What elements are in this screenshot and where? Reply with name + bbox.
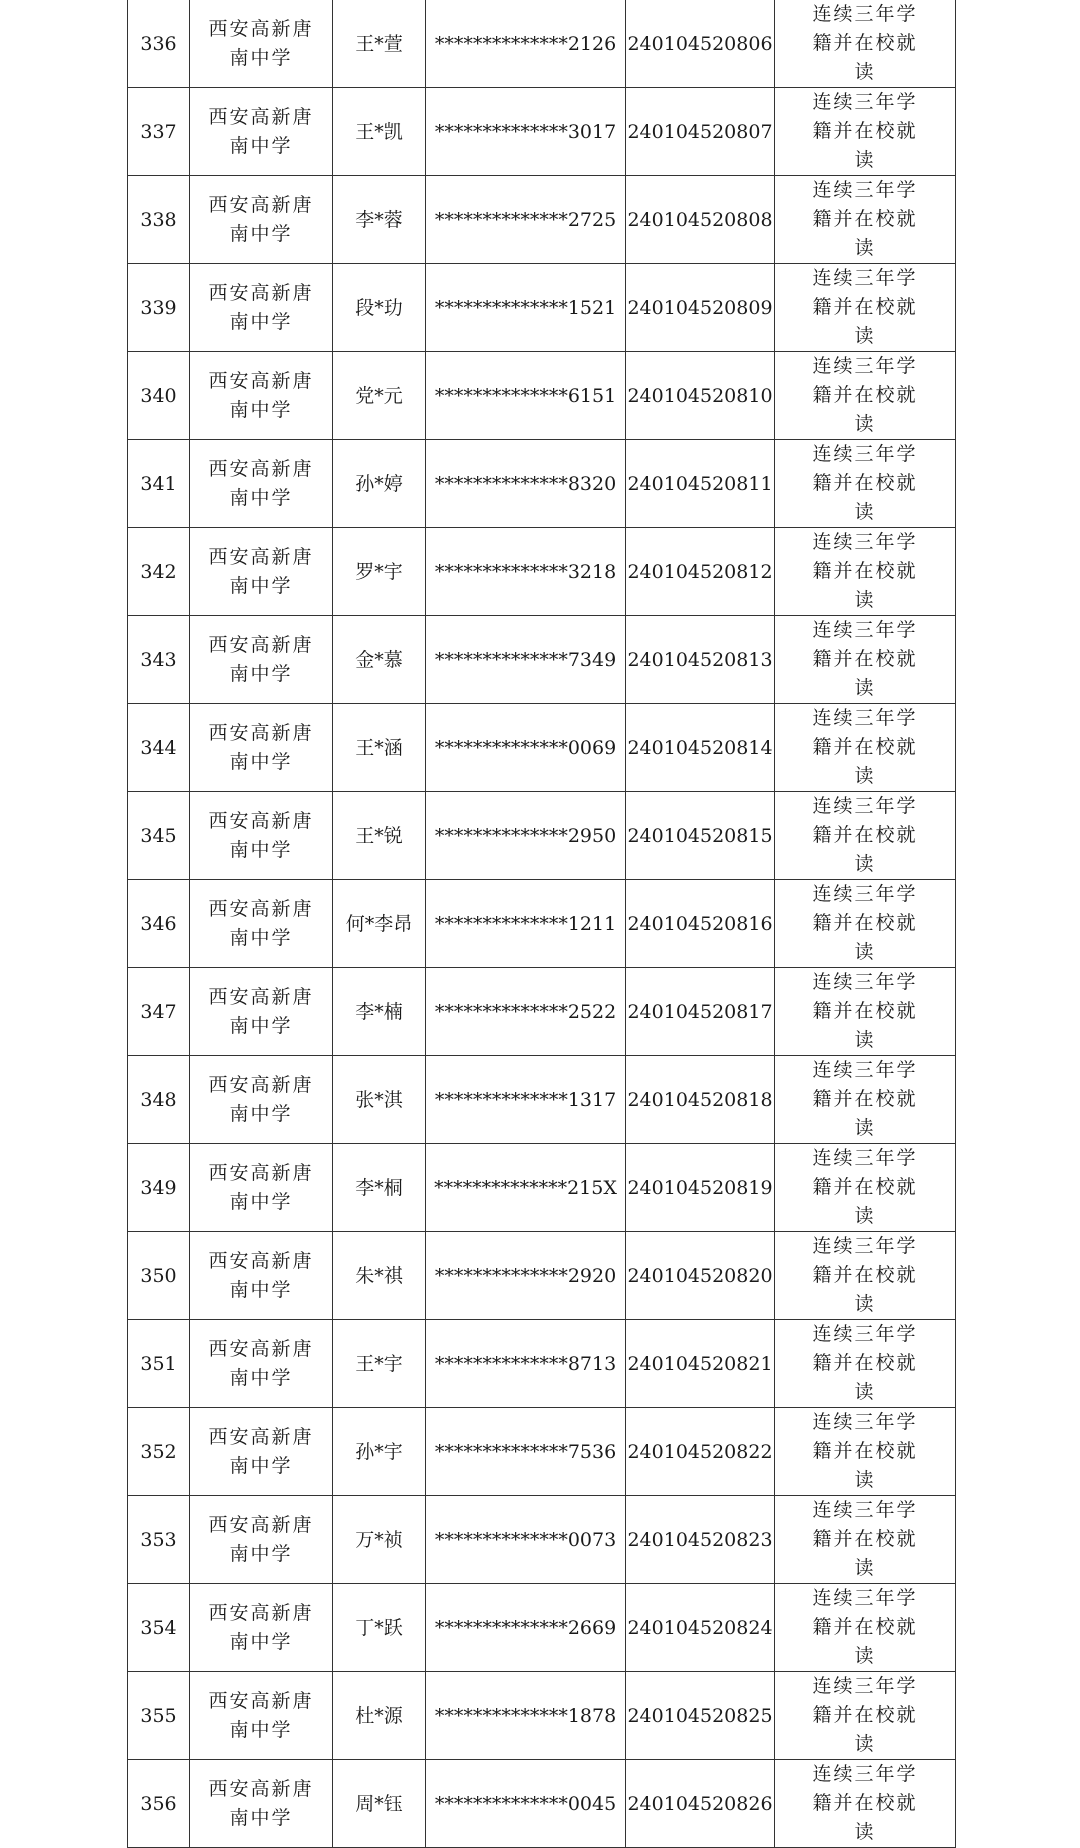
enrollment-status: 连续三年学籍并在校就读 bbox=[812, 1675, 918, 1755]
enrollment-status-cell bbox=[775, 616, 956, 704]
row-number-cell: 343 bbox=[128, 616, 190, 704]
student-name-cell: 王*涵 bbox=[333, 704, 426, 792]
student-name-cell: 王*宇 bbox=[333, 1320, 426, 1408]
school-name-cell bbox=[190, 616, 333, 704]
student-name-cell: 丁*跃 bbox=[333, 1584, 426, 1672]
school-name: 西安高新唐南中学 bbox=[208, 897, 314, 949]
masked-id-number-cell: **************8713 bbox=[426, 1320, 626, 1408]
row-number-cell: 347 bbox=[128, 968, 190, 1056]
school-name-cell bbox=[190, 1496, 333, 1584]
enrollment-status: 连续三年学籍并在校就读 bbox=[812, 443, 918, 523]
enrollment-status-cell bbox=[775, 792, 956, 880]
registration-number-cell: 240104520806 bbox=[626, 0, 775, 88]
school-name: 西安高新唐南中学 bbox=[208, 1161, 314, 1213]
masked-id-number-cell: **************2725 bbox=[426, 176, 626, 264]
registration-number-cell: 240104520821 bbox=[626, 1320, 775, 1408]
table-row bbox=[128, 1760, 956, 1848]
enrollment-status: 连续三年学籍并在校就读 bbox=[812, 1411, 918, 1491]
school-name: 西安高新唐南中学 bbox=[208, 633, 314, 685]
school-name-cell bbox=[190, 1672, 333, 1760]
registration-number-cell: 240104520812 bbox=[626, 528, 775, 616]
masked-id-number-cell: **************3017 bbox=[426, 88, 626, 176]
school-name: 西安高新唐南中学 bbox=[208, 721, 314, 773]
enrollment-status-cell bbox=[775, 1232, 956, 1320]
student-name-cell: 王*萱 bbox=[333, 0, 426, 88]
student-name-cell: 孙*宇 bbox=[333, 1408, 426, 1496]
school-name: 西安高新唐南中学 bbox=[208, 369, 314, 421]
enrollment-status-cell bbox=[775, 1760, 956, 1848]
roster-body bbox=[128, 0, 956, 1848]
school-name-cell bbox=[190, 528, 333, 616]
row-number-cell: 351 bbox=[128, 1320, 190, 1408]
school-name-cell bbox=[190, 792, 333, 880]
student-name-cell: 段*玏 bbox=[333, 264, 426, 352]
enrollment-status-cell bbox=[775, 1672, 956, 1760]
table-row bbox=[128, 1056, 956, 1144]
table-row bbox=[128, 528, 956, 616]
row-number-cell: 349 bbox=[128, 1144, 190, 1232]
school-name-cell bbox=[190, 1408, 333, 1496]
table-row bbox=[128, 704, 956, 792]
school-name-cell bbox=[190, 704, 333, 792]
school-name: 西安高新唐南中学 bbox=[208, 1337, 314, 1389]
enrollment-status: 连续三年学籍并在校就读 bbox=[812, 795, 918, 875]
enrollment-status: 连续三年学籍并在校就读 bbox=[812, 971, 918, 1051]
row-number-cell: 355 bbox=[128, 1672, 190, 1760]
enrollment-status-cell bbox=[775, 352, 956, 440]
school-name: 西安高新唐南中学 bbox=[208, 809, 314, 861]
enrollment-status-cell bbox=[775, 440, 956, 528]
masked-id-number-cell: **************1317 bbox=[426, 1056, 626, 1144]
masked-id-number-cell: **************3218 bbox=[426, 528, 626, 616]
enrollment-status: 连续三年学籍并在校就读 bbox=[812, 883, 918, 963]
row-number-cell: 356 bbox=[128, 1760, 190, 1848]
school-name: 西安高新唐南中学 bbox=[208, 1601, 314, 1653]
enrollment-status-cell bbox=[775, 1496, 956, 1584]
enrollment-status: 连续三年学籍并在校就读 bbox=[812, 1235, 918, 1315]
registration-number-cell: 240104520817 bbox=[626, 968, 775, 1056]
student-name-cell: 李*楠 bbox=[333, 968, 426, 1056]
registration-number-cell: 240104520816 bbox=[626, 880, 775, 968]
student-name-cell: 周*钰 bbox=[333, 1760, 426, 1848]
student-name-cell: 何*李昂 bbox=[333, 880, 426, 968]
school-name-cell bbox=[190, 880, 333, 968]
masked-id-number-cell: **************7349 bbox=[426, 616, 626, 704]
masked-id-number-cell: **************2126 bbox=[426, 0, 626, 88]
registration-number-cell: 240104520809 bbox=[626, 264, 775, 352]
registration-number-cell: 240104520823 bbox=[626, 1496, 775, 1584]
row-number-cell: 336 bbox=[128, 0, 190, 88]
school-name: 西安高新唐南中学 bbox=[208, 985, 314, 1037]
table-row bbox=[128, 616, 956, 704]
enrollment-status-cell bbox=[775, 264, 956, 352]
table-row bbox=[128, 880, 956, 968]
school-name: 西安高新唐南中学 bbox=[208, 105, 314, 157]
masked-id-number-cell: **************0073 bbox=[426, 1496, 626, 1584]
registration-number-cell: 240104520822 bbox=[626, 1408, 775, 1496]
registration-number-cell: 240104520825 bbox=[626, 1672, 775, 1760]
table-row bbox=[128, 1584, 956, 1672]
school-name: 西安高新唐南中学 bbox=[208, 1689, 314, 1741]
school-name: 西安高新唐南中学 bbox=[208, 1777, 314, 1829]
row-number-cell: 342 bbox=[128, 528, 190, 616]
school-name: 西安高新唐南中学 bbox=[208, 193, 314, 245]
school-name: 西安高新唐南中学 bbox=[208, 1513, 314, 1565]
row-number-cell: 354 bbox=[128, 1584, 190, 1672]
enrollment-status-cell bbox=[775, 88, 956, 176]
enrollment-status: 连续三年学籍并在校就读 bbox=[812, 91, 918, 171]
row-number-cell: 353 bbox=[128, 1496, 190, 1584]
table-row bbox=[128, 792, 956, 880]
table-row bbox=[128, 1232, 956, 1320]
enrollment-status: 连续三年学籍并在校就读 bbox=[812, 531, 918, 611]
school-name: 西安高新唐南中学 bbox=[208, 545, 314, 597]
enrollment-status-cell bbox=[775, 0, 956, 88]
masked-id-number-cell: **************0045 bbox=[426, 1760, 626, 1848]
school-name-cell bbox=[190, 88, 333, 176]
student-name-cell: 李*桐 bbox=[333, 1144, 426, 1232]
student-name-cell: 罗*宇 bbox=[333, 528, 426, 616]
row-number-cell: 346 bbox=[128, 880, 190, 968]
student-name-cell: 杜*源 bbox=[333, 1672, 426, 1760]
enrollment-status: 连续三年学籍并在校就读 bbox=[812, 619, 918, 699]
enrollment-status-cell bbox=[775, 704, 956, 792]
enrollment-status-cell bbox=[775, 968, 956, 1056]
enrollment-status-cell bbox=[775, 528, 956, 616]
school-name-cell bbox=[190, 1584, 333, 1672]
roster-sheet bbox=[127, 0, 955, 1848]
school-name: 西安高新唐南中学 bbox=[208, 1073, 314, 1125]
row-number-cell: 340 bbox=[128, 352, 190, 440]
school-name: 西安高新唐南中学 bbox=[208, 17, 314, 69]
table-row bbox=[128, 264, 956, 352]
school-name-cell bbox=[190, 968, 333, 1056]
masked-id-number-cell: **************2522 bbox=[426, 968, 626, 1056]
row-number-cell: 341 bbox=[128, 440, 190, 528]
registration-number-cell: 240104520813 bbox=[626, 616, 775, 704]
row-number-cell: 345 bbox=[128, 792, 190, 880]
school-name-cell bbox=[190, 1056, 333, 1144]
registration-number-cell: 240104520824 bbox=[626, 1584, 775, 1672]
school-name-cell bbox=[190, 352, 333, 440]
enrollment-status-cell bbox=[775, 176, 956, 264]
masked-id-number-cell: **************215X bbox=[426, 1144, 626, 1232]
masked-id-number-cell: **************1211 bbox=[426, 880, 626, 968]
table-row bbox=[128, 968, 956, 1056]
enrollment-status: 连续三年学籍并在校就读 bbox=[812, 707, 918, 787]
registration-number-cell: 240104520811 bbox=[626, 440, 775, 528]
masked-id-number-cell: **************1521 bbox=[426, 264, 626, 352]
registration-number-cell: 240104520826 bbox=[626, 1760, 775, 1848]
enrollment-status: 连续三年学籍并在校就读 bbox=[812, 1587, 918, 1667]
enrollment-status: 连续三年学籍并在校就读 bbox=[812, 1323, 918, 1403]
masked-id-number-cell: **************2950 bbox=[426, 792, 626, 880]
school-name-cell bbox=[190, 1232, 333, 1320]
student-name-cell: 党*元 bbox=[333, 352, 426, 440]
registration-number-cell: 240104520808 bbox=[626, 176, 775, 264]
masked-id-number-cell: **************2920 bbox=[426, 1232, 626, 1320]
masked-id-number-cell: **************6151 bbox=[426, 352, 626, 440]
registration-number-cell: 240104520807 bbox=[626, 88, 775, 176]
registration-number-cell: 240104520815 bbox=[626, 792, 775, 880]
enrollment-status-cell bbox=[775, 1408, 956, 1496]
school-name-cell bbox=[190, 1760, 333, 1848]
registration-number-cell: 240104520819 bbox=[626, 1144, 775, 1232]
enrollment-status-cell bbox=[775, 1320, 956, 1408]
masked-id-number-cell: **************1878 bbox=[426, 1672, 626, 1760]
row-number-cell: 339 bbox=[128, 264, 190, 352]
table-row bbox=[128, 440, 956, 528]
school-name-cell bbox=[190, 0, 333, 88]
masked-id-number-cell: **************8320 bbox=[426, 440, 626, 528]
masked-id-number-cell: **************7536 bbox=[426, 1408, 626, 1496]
row-number-cell: 337 bbox=[128, 88, 190, 176]
enrollment-status: 连续三年学籍并在校就读 bbox=[812, 1763, 918, 1843]
student-name-cell: 金*慕 bbox=[333, 616, 426, 704]
school-name-cell bbox=[190, 176, 333, 264]
enrollment-status: 连续三年学籍并在校就读 bbox=[812, 1059, 918, 1139]
enrollment-status: 连续三年学籍并在校就读 bbox=[812, 1499, 918, 1579]
school-name: 西安高新唐南中学 bbox=[208, 457, 314, 509]
school-name-cell bbox=[190, 1320, 333, 1408]
student-name-cell: 万*祯 bbox=[333, 1496, 426, 1584]
table-row bbox=[128, 0, 956, 88]
school-name: 西安高新唐南中学 bbox=[208, 281, 314, 333]
masked-id-number-cell: **************0069 bbox=[426, 704, 626, 792]
table-row bbox=[128, 1496, 956, 1584]
student-name-cell: 李*蓉 bbox=[333, 176, 426, 264]
registration-number-cell: 240104520810 bbox=[626, 352, 775, 440]
registration-number-cell: 240104520820 bbox=[626, 1232, 775, 1320]
table-row bbox=[128, 88, 956, 176]
table-row bbox=[128, 1144, 956, 1232]
enrollment-status: 连续三年学籍并在校就读 bbox=[812, 3, 918, 83]
masked-id-number-cell: **************2669 bbox=[426, 1584, 626, 1672]
school-name-cell bbox=[190, 1144, 333, 1232]
school-name-cell bbox=[190, 440, 333, 528]
row-number-cell: 350 bbox=[128, 1232, 190, 1320]
row-number-cell: 348 bbox=[128, 1056, 190, 1144]
row-number-cell: 352 bbox=[128, 1408, 190, 1496]
school-name: 西安高新唐南中学 bbox=[208, 1425, 314, 1477]
registration-number-cell: 240104520818 bbox=[626, 1056, 775, 1144]
enrollment-status-cell bbox=[775, 1144, 956, 1232]
student-name-cell: 孙*婷 bbox=[333, 440, 426, 528]
student-name-cell: 张*淇 bbox=[333, 1056, 426, 1144]
row-number-cell: 344 bbox=[128, 704, 190, 792]
enrollment-status-cell bbox=[775, 1584, 956, 1672]
school-name-cell bbox=[190, 264, 333, 352]
table-row bbox=[128, 1672, 956, 1760]
student-name-cell: 王*锐 bbox=[333, 792, 426, 880]
table-row bbox=[128, 1408, 956, 1496]
enrollment-status: 连续三年学籍并在校就读 bbox=[812, 355, 918, 435]
student-name-cell: 朱*祺 bbox=[333, 1232, 426, 1320]
enrollment-status-cell bbox=[775, 880, 956, 968]
enrollment-status: 连续三年学籍并在校就读 bbox=[812, 267, 918, 347]
table-row bbox=[128, 176, 956, 264]
student-roster-table bbox=[127, 0, 956, 1848]
school-name: 西安高新唐南中学 bbox=[208, 1249, 314, 1301]
registration-number-cell: 240104520814 bbox=[626, 704, 775, 792]
table-row bbox=[128, 1320, 956, 1408]
enrollment-status: 连续三年学籍并在校就读 bbox=[812, 1147, 918, 1227]
enrollment-status: 连续三年学籍并在校就读 bbox=[812, 179, 918, 259]
enrollment-status-cell bbox=[775, 1056, 956, 1144]
row-number-cell: 338 bbox=[128, 176, 190, 264]
table-row bbox=[128, 352, 956, 440]
student-name-cell: 王*凯 bbox=[333, 88, 426, 176]
